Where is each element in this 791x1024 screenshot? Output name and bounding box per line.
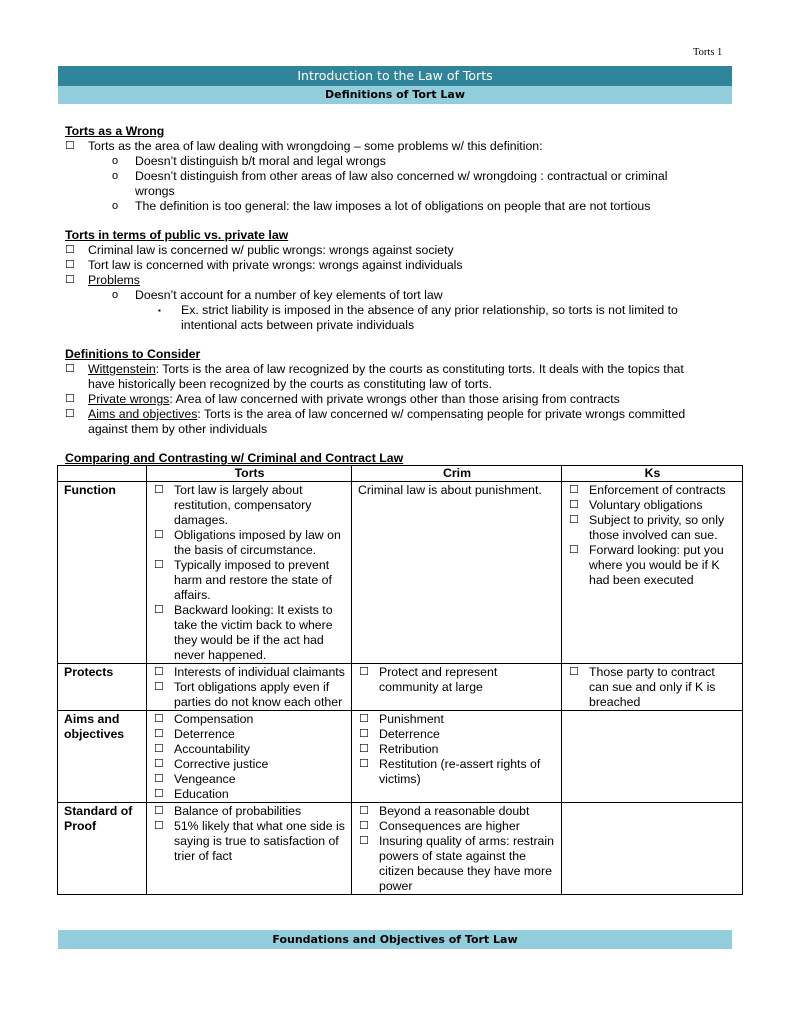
checkbox-bullet-icon: ☐ [569,484,579,496]
table-header-row [58,466,743,482]
row-label: Protects [58,664,147,711]
cell-list-item: ☐ Vengeance [154,772,236,786]
page-number: Torts 1 [693,47,723,58]
circle-bullet-icon: o [112,289,119,301]
cell-list-item: ☐ Protect and represent community at large [359,665,498,694]
cell-list-item: ☐ Interests of individual claimants [154,665,345,679]
list-item: ☐ Criminal law is concerned w/ public wrongs: wrongs against society [65,243,454,257]
checkbox-bullet-icon: ☐ [65,244,75,256]
cell-list-item: ☐ Tort law is largely about restitution, compensatory damages. [154,483,312,527]
checkbox-bullet-icon: ☐ [359,728,369,740]
cell-list-item: ☐ 51% likely that what one side is saying is true to satisfaction of trier of fact [154,819,345,863]
header-cell: Crim [352,466,562,482]
list-item: ☐ Torts as the area of law dealing with wrongdoing – some problems w/ this definition: [65,139,543,153]
table-row [58,711,743,803]
torts-cell [147,803,352,895]
circle-bullet-icon: o [112,155,119,167]
checkbox-bullet-icon: ☐ [359,835,369,847]
checkbox-bullet-icon: ☐ [154,788,164,800]
cell-list-item: ☐ Corrective justice [154,757,269,771]
cell-list-item: ☐ Subject to privity, so only those involved can sue. [569,513,725,542]
ks-cell [562,482,743,664]
cell-list-item: ☐ Those party to contract can sue and only if K is breached [569,665,716,709]
section-heading: Torts as a Wrong [65,124,165,138]
cell-list-item: ☐ Obligations imposed by law on the basis of circumstance. [154,528,341,557]
checkbox-bullet-icon: ☐ [359,805,369,817]
checkbox-bullet-icon: ☐ [359,743,369,755]
table-row [58,482,743,664]
checkbox-bullet-icon: ☐ [154,713,164,725]
cell-list-item: ☐ Punishment [359,712,444,726]
checkbox-bullet-icon: ☐ [154,681,164,693]
header-cell: Ks [562,466,743,482]
checkbox-bullet-icon: ☐ [569,544,579,556]
cell-list-item: ☐ Education [154,787,229,801]
cell-list-item: ☐ Deterrence [359,727,440,741]
checkbox-bullet-icon: ☐ [359,666,369,678]
list-item: ☐ Aims and objectives: Torts is the area of law concerned w/ compensating people for private wrongs committed against them by other individuals [65,407,686,436]
cell-list-item: ☐ Forward looking: put you where you would be if K had been executed [569,543,724,587]
checkbox-bullet-icon: ☐ [569,514,579,526]
circle-bullet-icon: o [112,170,119,182]
square-bullet-icon: ▪ [158,306,161,315]
cell-list-item: ☐ Accountability [154,742,250,756]
checkbox-bullet-icon: ☐ [154,773,164,785]
sub-list-item: o Doesn’t account for a number of key elements of tort law [112,288,443,302]
table-row [58,664,743,711]
cell-list-item: ☐ Balance of probabilities [154,804,302,818]
sub-list-item: o Doesn’t distinguish b/t moral and legal wrongs [112,154,386,168]
cell-list-item: ☐ Beyond a reasonable doubt [359,804,530,818]
section-public-vs-private [65,228,745,333]
cell-list-item: ☐ Backward looking: It exists to take the victim back to where they would be if the act had never happened. [154,603,333,662]
circle-bullet-icon: o [112,200,119,212]
sub-list-item: o Doesn’t distinguish from other areas of law also concerned w/ wrongdoing : contractual or criminal wrongs [112,169,668,198]
document-title: Introduction to the Law of Torts [58,66,732,86]
section-torts-as-wrong [65,124,745,214]
cell-list-item: ☐ Restitution (re-assert rights of victims) [359,757,541,786]
checkbox-bullet-icon: ☐ [154,820,164,832]
checkbox-bullet-icon: ☐ [154,604,164,616]
cell-list-item: ☐ Voluntary obligations [569,498,703,512]
checkbox-bullet-icon: ☐ [65,140,75,152]
comparison-table [57,465,743,895]
checkbox-bullet-icon: ☐ [65,363,75,375]
checkbox-bullet-icon: ☐ [154,743,164,755]
checkbox-bullet-icon: ☐ [359,713,369,725]
crim-cell [352,803,562,895]
checkbox-bullet-icon: ☐ [569,499,579,511]
checkbox-bullet-icon: ☐ [569,666,579,678]
crim-cell: Criminal law is about punishment. [352,482,562,664]
section-heading: Torts in terms of public vs. private law [65,228,289,242]
row-label: Aims and objectives [58,711,147,803]
checkbox-bullet-icon: ☐ [154,529,164,541]
list-item: ☐ Private wrongs: Area of law concerned with private wrongs other than those arising from contracts [65,392,620,406]
checkbox-bullet-icon: ☐ [154,666,164,678]
row-label: Standard of Proof [58,803,147,895]
cell-list-item: ☐ Deterrence [154,727,235,741]
table-row [58,803,743,895]
ks-cell [562,664,743,711]
cell-list-item: ☐ Insuring quality of arms: restrain powers of state against the citizen because they have more power [359,834,554,893]
cell-list-item: ☐ Retribution [359,742,439,756]
section-subtitle: Definitions of Tort Law [58,86,732,104]
header-cell [58,466,147,482]
checkbox-bullet-icon: ☐ [154,484,164,496]
checkbox-bullet-icon: ☐ [65,393,75,405]
cell-list-item: ☐ Compensation [154,712,254,726]
cell-list-item: ☐ Enforcement of contracts [569,483,726,497]
crim-cell [352,664,562,711]
row-label: Function [58,482,147,664]
checkbox-bullet-icon: ☐ [65,274,75,286]
next-section-heading: Foundations and Objectives of Tort Law [58,930,732,949]
ks-cell [562,711,743,803]
list-item: ☐ Wittgenstein: Torts is the area of law recognized by the courts as constituting torts. It deals with the topics that have historically been recognized by the courts as constituting law of torts. [65,362,684,391]
torts-cell [147,711,352,803]
list-item: ☐ Problems [65,273,140,287]
ks-cell [562,803,743,895]
checkbox-bullet-icon: ☐ [154,805,164,817]
cell-list-item: ☐ Consequences are higher [359,819,520,833]
checkbox-bullet-icon: ☐ [154,758,164,770]
torts-cell [147,664,352,711]
checkbox-bullet-icon: ☐ [65,259,75,271]
section-heading: Definitions to Consider [65,347,201,361]
table-heading: Comparing and Contrasting w/ Criminal and Contract Law [65,451,404,465]
checkbox-bullet-icon: ☐ [65,408,75,420]
cell-list-item: ☐ Tort obligations apply even if parties do not know each other [154,680,343,709]
sub-list-item: o The definition is too general: the law imposes a lot of obligations on people that are not tortious [112,199,651,213]
checkbox-bullet-icon: ☐ [359,820,369,832]
torts-cell [147,482,352,664]
cell-list-item: ☐ Typically imposed to prevent harm and restore the state of affairs. [154,558,332,602]
header-cell: Torts [147,466,352,482]
checkbox-bullet-icon: ☐ [154,559,164,571]
list-item: ☐ Tort law is concerned with private wrongs: wrongs against individuals [65,258,463,272]
section-definitions [65,347,745,437]
checkbox-bullet-icon: ☐ [359,758,369,770]
checkbox-bullet-icon: ☐ [154,728,164,740]
crim-cell [352,711,562,803]
sub-sub-list-item: ▪ Ex. strict liability is imposed in the absence of any prior relationship, so torts is not limited to intentional acts between private individuals [158,303,678,332]
